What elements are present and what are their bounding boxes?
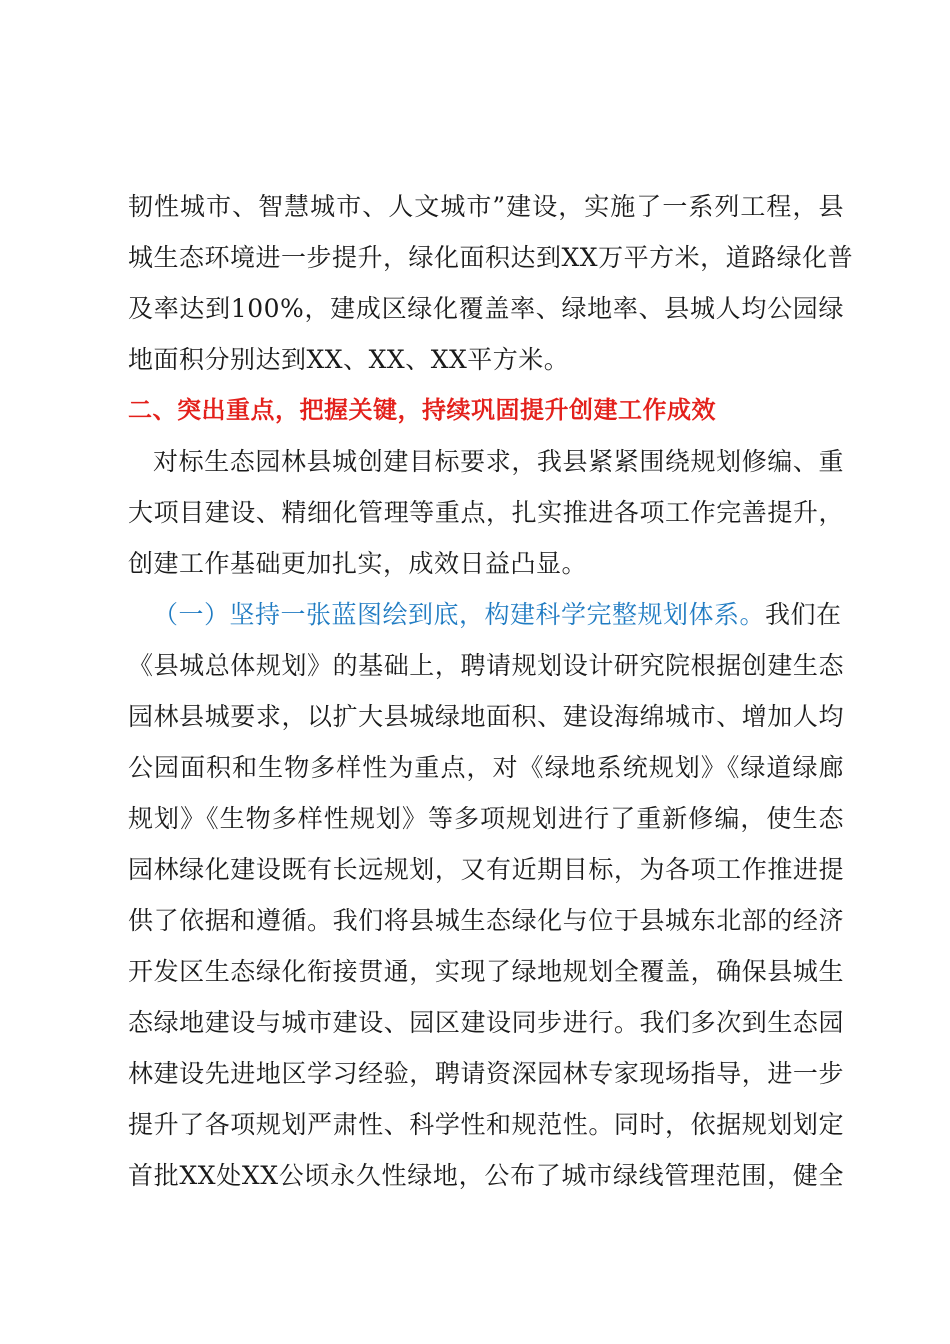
text-line: 态绿地建设与城市建设、园区建设同步进行。我们多次到生态园	[128, 1008, 844, 1037]
text-line: 《县城总体规划》的基础上，聘请规划设计研究院根据创建生态	[128, 651, 844, 680]
text-line: 韧性城市、智慧城市、人文城市”建设，实施了一系列工程，县	[128, 192, 844, 221]
text-line: 及率达到100%，建成区绿化覆盖率、绿地率、县城人均公园绿	[128, 294, 844, 323]
text-line: 公园面积和生物多样性为重点，对《绿地系统规划》《绿道绿廊	[128, 753, 844, 782]
text-line: 园林县城要求，以扩大县城绿地面积、建设海绵城市、增加人均	[128, 702, 844, 731]
text-line: 大项目建设、精细化管理等重点，扎实推进各项工作完善提升，	[128, 498, 844, 527]
text-line: 首批XX处XX公顷永久性绿地，公布了城市绿线管理范围，健全	[128, 1161, 844, 1190]
subheading-tail: 我们在	[765, 600, 842, 629]
text-line: 开发区生态绿化衔接贯通，实现了绿地规划全覆盖，确保县城生	[128, 957, 844, 986]
subheading: （一）坚持一张蓝图绘到底，构建科学完整规划体系。	[153, 600, 766, 629]
document-page	[128, 181, 854, 1201]
subheading-line	[128, 589, 844, 640]
text-line: 供了依据和遵循。我们将县城生态绿化与位于县城东北部的经济	[128, 906, 844, 935]
text-line: 提升了各项规划严肃性、科学性和规范性。同时，依据规划划定	[128, 1110, 844, 1139]
section-heading: 二、突出重点，把握关键，持续巩固提升创建工作成效	[128, 396, 716, 424]
text-line: 规划》《生物多样性规划》等多项规划进行了重新修编，使生态	[128, 804, 844, 833]
text-line: 对标生态园林县城创建目标要求，我县紧紧围绕规划修编、重	[153, 447, 844, 476]
text-line: 园林绿化建设既有长远规划，又有近期目标，为各项工作推进提	[128, 855, 844, 884]
text-line: 地面积分别达到XX、XX、XX平方米。	[128, 345, 570, 374]
text-line: 创建工作基础更加扎实，成效日益凸显。	[128, 549, 588, 578]
text-line: 城生态环境进一步提升，绿化面积达到XX万平方米，道路绿化普	[128, 243, 854, 272]
text-line: 林建设先进地区学习经验，聘请资深园林专家现场指导，进一步	[128, 1059, 844, 1088]
